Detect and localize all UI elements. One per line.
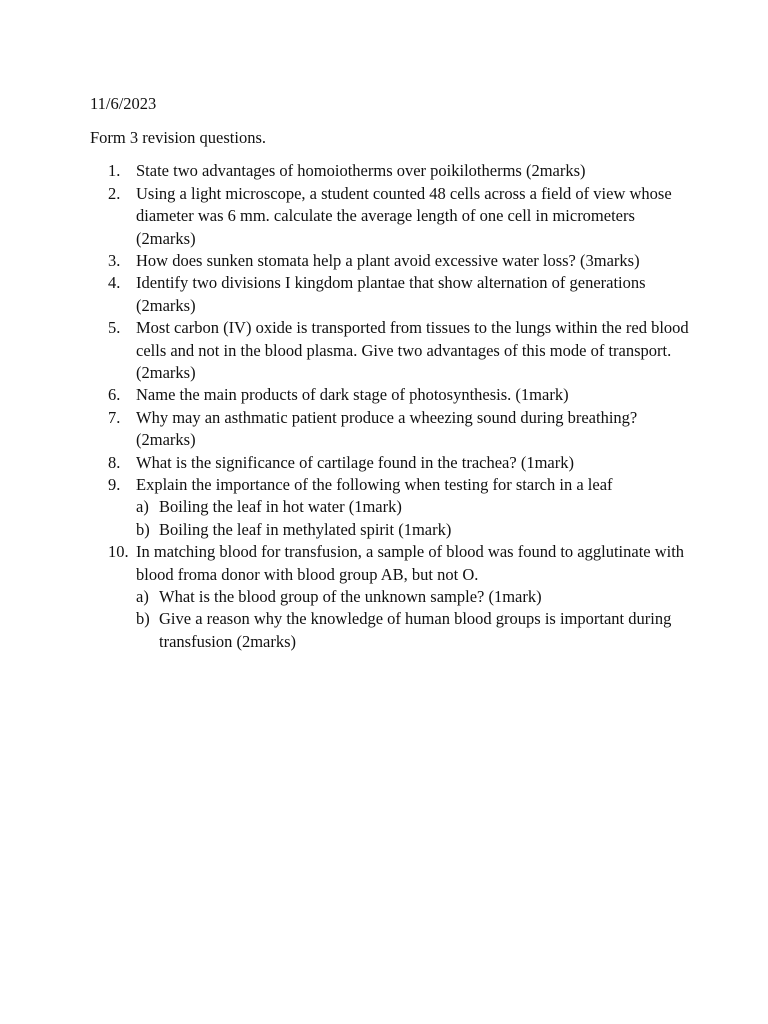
document-heading: Form 3 revision questions. [90,127,266,147]
question-9 [90,474,690,541]
question-number: 9. [108,474,121,494]
sub-question-9b [136,519,690,541]
question-text: Identify two divisions I kingdom plantae that show alternation of generations (2marks) [136,273,646,315]
question-number: 3. [108,250,121,270]
question-number: 4. [108,273,121,293]
question-1 [90,160,690,182]
question-text: Name the main products of dark stage of photosynthesis. (1mark) [136,385,569,405]
document-date: 11/6/2023 [90,94,157,113]
question-list [90,160,690,653]
question-text: Why may an asthmatic patient produce a wheezing sound during breathing? (2marks) [136,407,638,450]
question-7 [90,407,690,452]
sub-question-text: Boiling the leaf in methylated spirit (1mark) [159,519,452,539]
sub-question-letter: b) [136,519,150,539]
question-text: What is the significance of cartilage found in the trachea? (1mark) [136,452,574,472]
sub-question-10a [136,586,690,608]
question-4 [90,272,690,317]
question-3 [90,250,690,272]
document-content [90,93,690,653]
sub-question-text: Boiling the leaf in hot water (1mark) [159,497,402,517]
question-8 [90,452,690,474]
sub-question-letter: a) [136,497,149,517]
sub-question-letter: b) [136,609,150,629]
sub-question-10b [136,608,690,653]
question-number: 7. [108,407,121,427]
question-text: Most carbon (IV) oxide is transported from tissues to the lungs within the red blood cells and not in the blood plasma. Give two advantages of this mode of transport. (2marks) [136,318,689,382]
question-5 [90,317,690,384]
question-text: How does sunken stomata help a plant avoid excessive water loss? (3marks) [136,250,640,270]
question-number: 6. [108,385,121,405]
question-text: Explain the importance of the following when testing for starch in a leaf [136,474,613,494]
question-number: 8. [108,452,121,472]
question-2 [90,183,690,250]
sub-question-text: What is the blood group of the unknown sample? (1mark) [159,587,542,606]
question-number: 10. [108,542,129,562]
question-number: 1. [108,161,121,181]
question-10 [90,541,690,653]
question-text: In matching blood for transfusion, a sample of blood was found to agglutinate with blood froma donor with blood group AB, but not O. [136,542,685,584]
sub-question-list [136,586,690,653]
question-text: State two advantages of homoiotherms over poikilotherms (2marks) [136,161,586,181]
sub-question-text: Give a reason why the knowledge of human blood groups is important during transfusion (2marks) [159,609,672,651]
sub-question-9a [136,496,690,518]
sub-question-letter: a) [136,587,149,606]
sub-question-list [136,496,690,541]
question-number: 2. [108,183,121,203]
question-number: 5. [108,318,121,338]
question-text: Using a light microscope, a student counted 48 cells across a field of view whose diameter was 6 mm. calculate the average length of one cell in micrometers (2marks) [136,183,672,248]
question-6 [90,384,690,406]
